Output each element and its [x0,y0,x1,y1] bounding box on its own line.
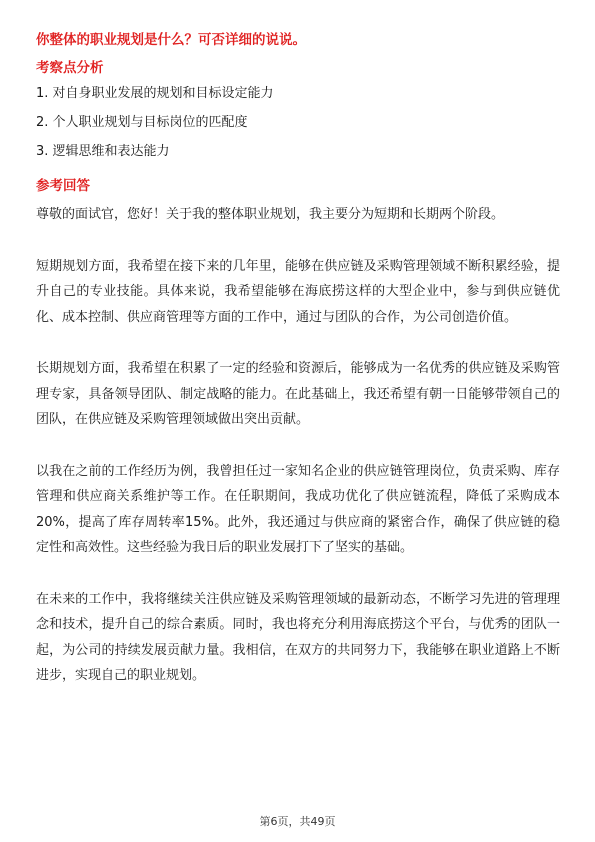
answer-paragraph: 长期规划方面，我希望在积累了一定的经验和资源后，能够成为一名优秀的供应链及采购管理专家，具备领导团队、制定战略的能力。在此基础上，我还希望有朝一日能够带领自己的团队，在供应链及采购管理领域做出突出贡献。 [36,361,560,427]
analysis-title: 考察点分析 [36,60,104,76]
document-page [36,30,560,715]
page-number: 第6页，共49页 [259,815,336,828]
analysis-item: 2. 个人职业规划与目标岗位的匹配度 [36,115,248,130]
answer-title: 参考回答 [36,178,90,194]
answer-paragraph: 短期规划方面，我希望在接下来的几年里，能够在供应链及采购管理领域不断积累经验，提升自己的专业技能。具体来说，我希望能够在海底捞这样的大型企业中，参与到供应链优化、成本控制、供应商管理等方面的工作中，通过与团队的合作，为公司创造价值。 [36,258,560,325]
analysis-list [36,84,560,162]
analysis-item: 1. 对自身职业发展的规划和目标设定能力 [36,86,274,101]
answer-paragraph: 尊敬的面试官，您好！关于我的整体职业规划，我主要分为短期和长期两个阶段。 [36,207,505,222]
answer-paragraph: 在未来的工作中，我将继续关注供应链及采购管理领域的最新动态，不断学习先进的管理理念和技术，提升自己的综合素质。同时，我也将充分利用海底捞这个平台，与优秀的团队一起，为公司的持续发展贡献力量。我相信，在双方的共同努力下，我能够在职业道路上不断进步，实现自己的职业规划。 [36,591,560,683]
answer-paragraph: 以我在之前的工作经历为例，我曾担任过一家知名企业的供应链管理岗位，负责采购、库存管理和供应商关系维护等工作。在任职期间，我成功优化了供应链流程，降低了采购成本20%，提高了库存周转率15%。此外，我还通过与供应商的紧密合作，确保了供应链的稳定性和高效性。这些经验为我日后的职业发展打下了坚实的基础。 [36,463,560,555]
question-heading: 你整体的职业规划是什么？可否详细的说说。 [36,32,306,48]
analysis-item: 3. 逻辑思维和表达能力 [36,144,170,159]
